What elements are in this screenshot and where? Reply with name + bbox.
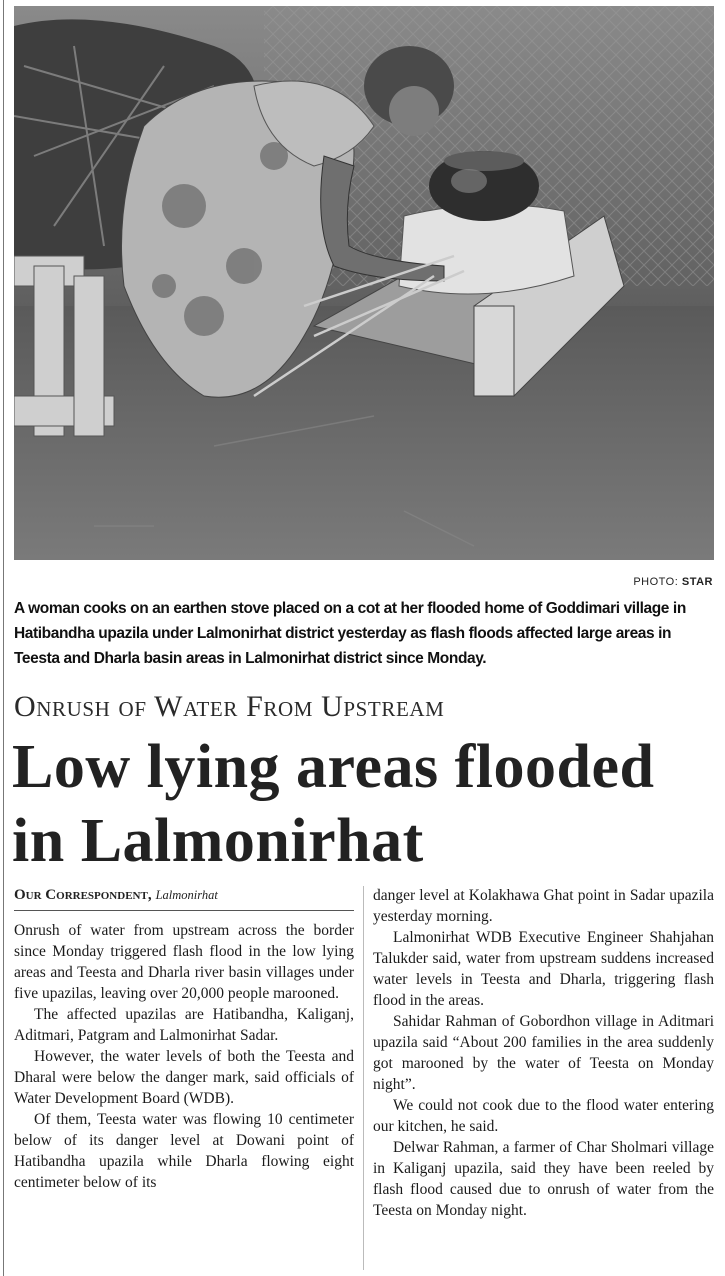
photo-credit-label: PHOTO: xyxy=(633,576,679,588)
news-photo xyxy=(14,6,714,560)
photo-credit-source: STAR xyxy=(681,576,713,588)
article-column-2 xyxy=(373,885,714,1221)
paragraph: Of them, Teesta water was flowing 10 centimeter below of its danger level at Dowani point of Hatibandha upazila while Dharla flowing eight centimeter below of its xyxy=(14,1111,354,1191)
paragraph: The affected upazilas are Hatibandha, Kaliganj, Aditmari, Patgram and Lalmonirhat Sadar. xyxy=(14,1006,354,1044)
paragraph: Delwar Rahman, a farmer of Char Sholmari village in Kaliganj upazila, said they have been reeled by flash flood caused due to onrush of water from the Teesta on Monday night. xyxy=(373,1139,714,1219)
photo-caption: A woman cooks on an earthen stove placed on a cot at her flooded home of Goddimari village in Hatibandha upazila under Lalmonirhat district yesterday as flash floods affected large areas in Teesta and Dharla basin areas in Lalmonirhat district since Monday. xyxy=(14,600,686,667)
paragraph: Sahidar Rahman of Gobordhon village in Aditmari upazila said “About 200 families in the area suddenly got marooned by the water of Teesta on Monday night”. xyxy=(373,1013,714,1093)
paragraph: However, the water levels of both the Teesta and Dharal were below the danger mark, said officials of Water Development Board (WDB). xyxy=(14,1048,354,1107)
paragraph: We could not cook due to the flood water entering our kitchen, he said. xyxy=(373,1097,714,1135)
byline-name: Our Correspondent, xyxy=(14,887,152,903)
page-edge-rule xyxy=(3,0,4,1276)
paragraph: Lalmonirhat WDB Executive Engineer Shahjahan Talukder said, water from upstream suddens increased water levels in Teesta and Dharla, triggering flash flood in the areas. xyxy=(373,929,714,1009)
column-divider xyxy=(363,886,364,1270)
byline xyxy=(14,887,354,911)
main-headline xyxy=(12,730,722,878)
paragraph: danger level at Kolakhawa Ghat point in Sadar upazila yesterday morning. xyxy=(373,887,714,925)
photo-credit xyxy=(633,576,713,588)
paragraph: Onrush of water from upstream across the border since Monday triggered flash flood in the low lying areas and Teesta and Dharla river basin villages under five upazilas, leaving over 20,000 people marooned. xyxy=(14,922,354,1002)
headline-line-2: in Lalmonirhat xyxy=(12,807,424,875)
flood-scene-illustration xyxy=(14,6,714,560)
kicker-headline: Onrush of Water From Upstream xyxy=(14,690,445,723)
headline-line-1: Low lying areas flooded xyxy=(12,733,655,801)
article-column-1 xyxy=(14,920,354,1193)
byline-place: Lalmonirhat xyxy=(155,888,218,902)
